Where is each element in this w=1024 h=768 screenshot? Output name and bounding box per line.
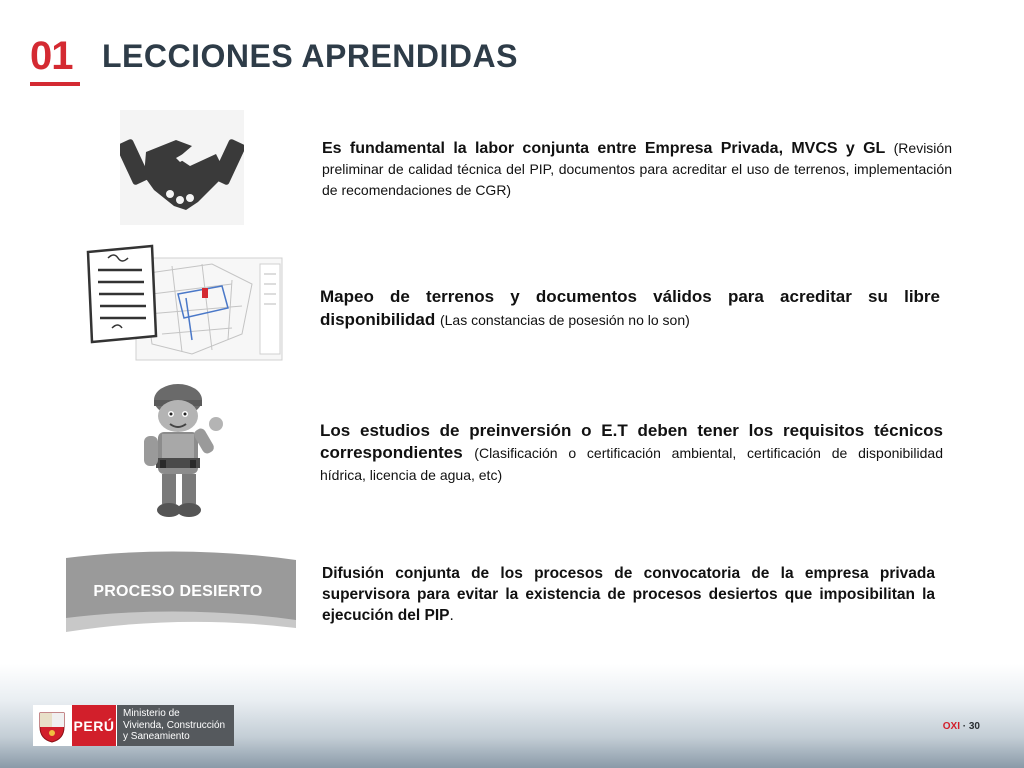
lesson-text-4 — [322, 563, 935, 626]
lesson-detail-2: (Las constancias de posesión no lo son) — [439, 312, 690, 328]
peru-label: PERÚ — [71, 705, 116, 746]
handshake-icon — [120, 110, 244, 225]
slide-number: 01 — [30, 34, 73, 78]
lesson-detail-3: (Clasificación o certificación ambiental, certificación de disponibilidad hídrica, licencia de agua, etc) — [320, 445, 943, 483]
page-separator: · — [959, 721, 969, 732]
coat-of-arms-icon — [33, 705, 71, 746]
lesson-text-2 — [320, 285, 940, 332]
lesson-lead-2: Mapeo de terrenos y documentos válidos para acreditar su libre disponibilidad — [320, 287, 940, 329]
slide-title: LECCIONES APRENDIDAS — [102, 38, 518, 74]
page-number: 30 — [968, 721, 980, 732]
lesson-text-3 — [320, 420, 943, 486]
ministry-logo — [33, 705, 234, 746]
page-reference — [943, 721, 980, 732]
lesson-lead-1: Es fundamental la labor conjunta entre Empresa Privada, MVCS y GL — [322, 140, 886, 157]
map-document-icon — [82, 244, 284, 362]
ministry-line-2: Vivienda, Construcción — [123, 719, 226, 731]
builder-icon — [138, 378, 230, 526]
ribbon-label: PROCESO DESIERTO — [93, 583, 263, 600]
ministry-line-1: Ministerio de — [123, 708, 180, 719]
lesson-text-1 — [322, 138, 952, 201]
org-label: OXI — [942, 721, 960, 732]
lesson-lead-4: Difusión conjunta de los procesos de convocatoria de la empresa privada supervisora para evitar la existencia de procesos desiertos que imposibilitan la ejecución del PIP — [322, 565, 935, 624]
lesson-lead-3: Los estudios de preinversión o E.T deben tener los requisitos técnicos correspondientes — [320, 421, 943, 462]
ministry-line-3: y Saneamiento — [123, 731, 190, 742]
lesson-detail-1: (Revisión preliminar de calidad técnica del PIP, documentos para acreditar el uso de terrenos, implementación de recomendaciones de CGR) — [322, 140, 952, 198]
lesson-trail-4: . — [449, 607, 454, 624]
proceso-desierto-ribbon — [62, 548, 300, 634]
slide-number-underline — [30, 82, 80, 86]
ministry-name — [116, 705, 234, 746]
